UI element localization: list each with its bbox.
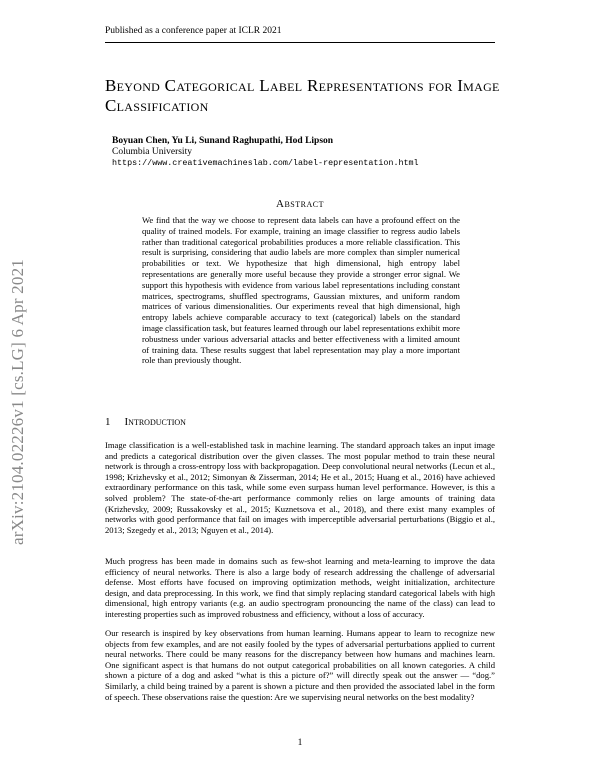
page-number: 1 — [297, 738, 303, 748]
intro-paragraph-3: Our research is inspired by key observations from human learning. Humans appear to learn to recognize new objects from few examples, and are not easily fooled by the types of adversarial perturbations applied to current neural networks. There could be many reasons for the discrepancy between how humans and machines learn. One significant aspect is that humans do not output categorical probabilities on all known categories. A child shown a picture of a dog and asked “what is this a picture of?” will directly speak out the answer — “dog.” Similarly, a child being trained by a parent is shown a picture and then provided the associated label in the form of speech. These observations raise the question: Are we supervising neural networks on the best modality? — [105, 628, 495, 702]
arxiv-identifier: arXiv:2104.02226v1 [cs.LG] 6 Apr 2021 — [8, 259, 27, 545]
affiliation: Columbia University — [112, 147, 192, 157]
author-list: Boyuan Chen, Yu Li, Sunand Raghupathi, Hod Lipson — [112, 136, 334, 146]
header-rule — [105, 42, 495, 43]
abstract-text: We find that the way we choose to represent data labels can have a profound effect on the quality of trained models. For example, training an image classifier to regress audio labels rather than traditional categorical probabilities produces a more reliable classification. This result is surprising, considering that audio labels are more complex than simpler numerical probabilities or text. We hypothesize that high dimensional, high entropy label representations are generally more useful because they provide a stronger error signal. We support this hypothesis with evidence from various label representations including constant matrices, spectrograms, shuffled spectrograms, Gaussian mixtures, and uniform random matrices of various dimensionalities. Our experiments reveal that high dimensional, high entropy labels achieve comparable accuracy to text (categorical) labels on the standard image classification task, but features learned through our label representations exhibit more robustness under various adversarial attacks and better effectiveness with a limited amount of training data. These results suggest that label representation may play a more important role than previously thought. — [142, 215, 460, 366]
abstract-heading: Abstract — [276, 198, 324, 210]
section-title: Introduction — [124, 416, 186, 428]
intro-paragraph-1: Image classification is a well-established task in machine learning. The standard approach takes an input image and predicts a categorical distribution over the given classes. The most popular method to train these neural network is through a cross-entropy loss with backpropagation. Deep convolutional neural networks (Lecun et al., 1998; Krizhevsky et al., 2012; Simonyan & Zisserman, 2014; He et al., 2015; Huang et al., 2016) have achieved extraordinary performance on this task, while some even surpass human level performance. However, is this a solved problem? The state-of-the-art performance commonly relies on large amounts of training data (Krizhevsky, 2009; Russakovsky et al., 2015; Kuznetsova et al., 2018), and there exist many examples of networks with good performance that fail on images with imperceptible adversarial perturbations (Biggio et al., 2013; Szegedy et al., 2013; Nguyen et al., 2014). — [105, 440, 495, 535]
project-url[interactable]: https://www.creativemachineslab.com/label-representation.html — [112, 158, 419, 168]
paper-title: Beyond Categorical Label Representations for Image Classification — [105, 76, 500, 115]
section-heading — [105, 416, 186, 428]
running-header: Published as a conference paper at ICLR 2021 — [105, 26, 282, 36]
intro-paragraph-2: Much progress has been made in domains such as few-shot learning and meta-learning to improve the data efficiency of neural networks. There is also a large body of research addressing the challenge of adversarial defense. Most efforts have focused on improving optimization methods, weight initialization, architecture design, and data preprocessing. In this work, we find that simply replacing standard categorical labels with high dimensional, high entropy variants (e.g. an audio spectrogram pronouncing the name of the class) can lead to interesting properties such as improved robustness and efficiency, without a loss of accuracy. — [105, 556, 495, 619]
section-number: 1 — [105, 416, 111, 428]
